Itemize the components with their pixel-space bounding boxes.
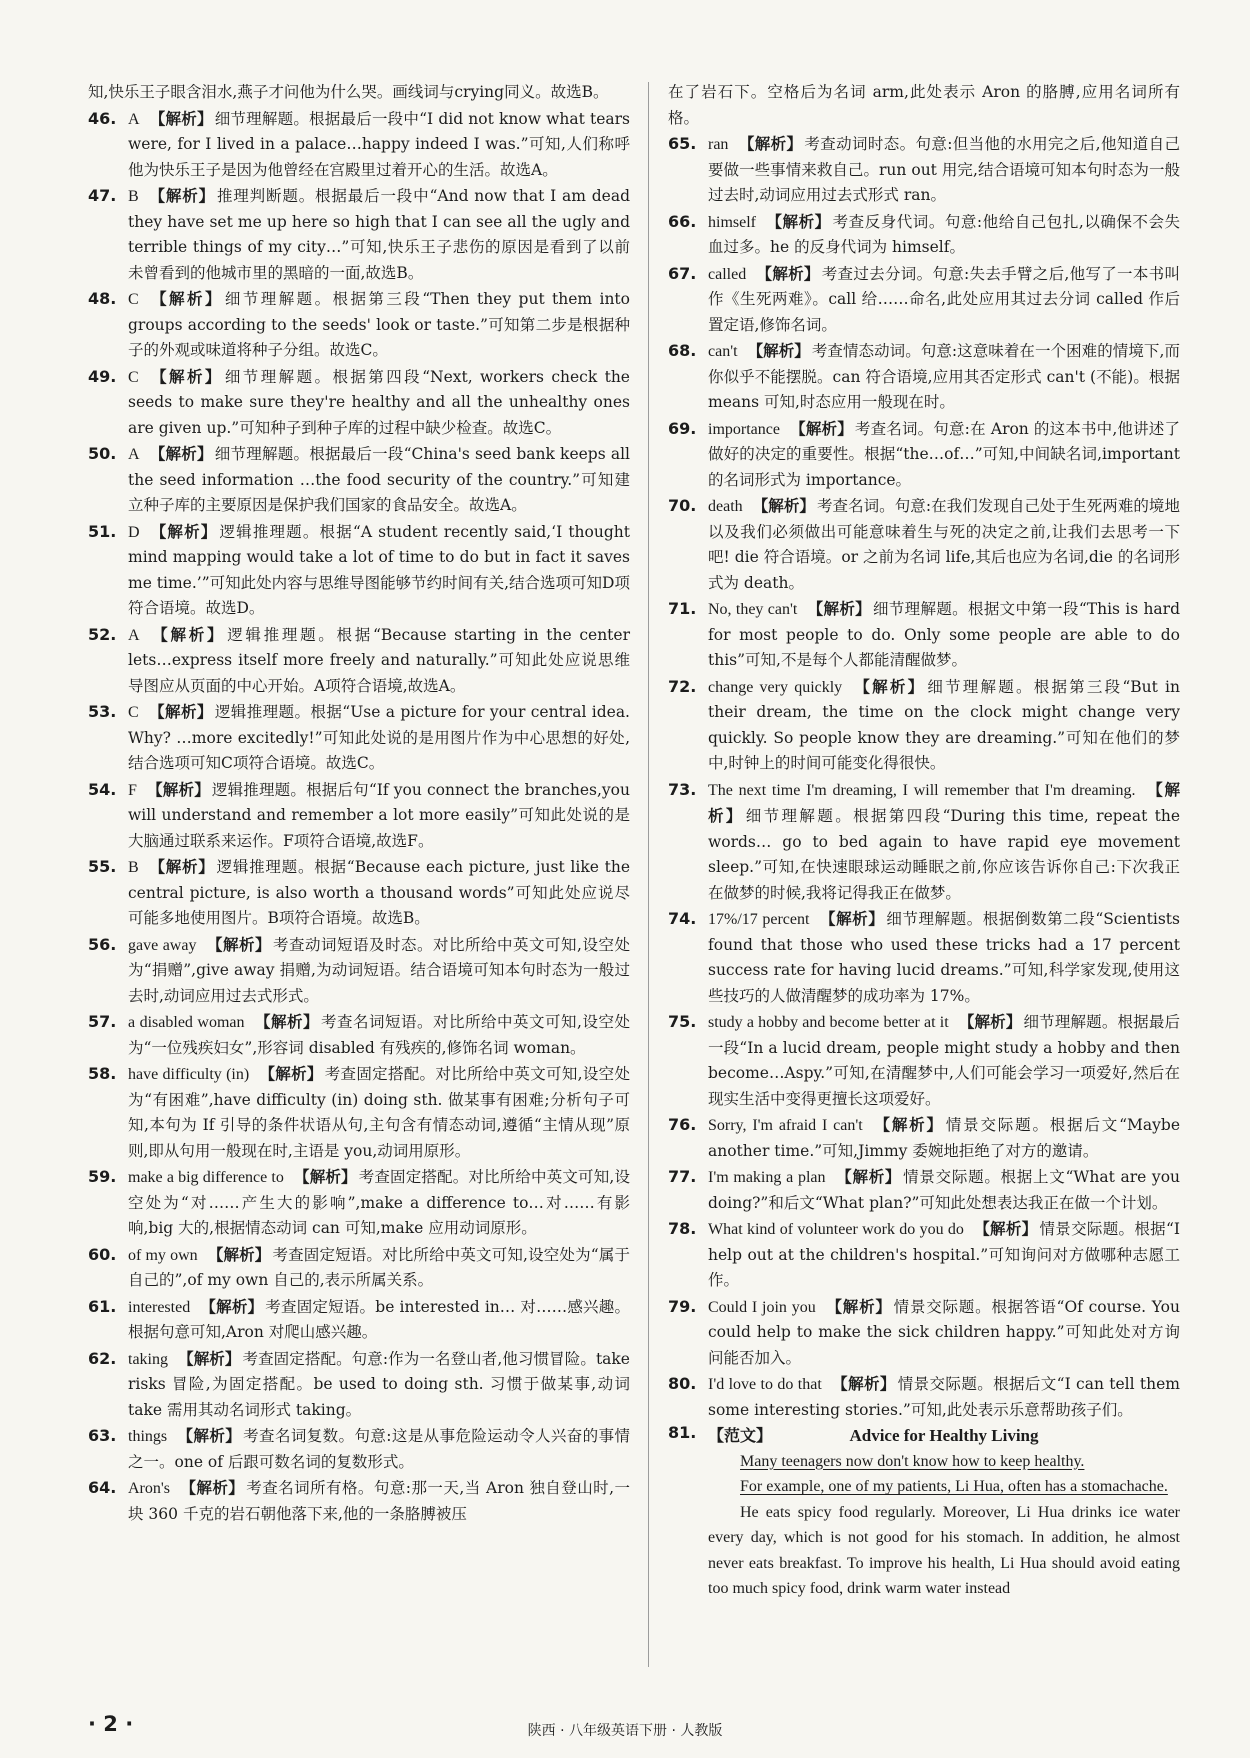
answer-item [668, 416, 1180, 494]
answer-item [88, 519, 630, 622]
analysis-text: 细节理解题。根据第四段“During this time, repeat the words… go to bed again to have rapid eye movement sleep.”可知,在快速眼球运动睡眠之前,你应该告诉你自己:下次我正在做梦的时候,我将记得我正在做梦。 [708, 807, 1180, 902]
analysis-text: 逻辑推理题。根据“Because each picture, just like the central picture, is also worth a thousand words”可知此处应说尽可能多地使用图片。B项符合语境。故选B。 [128, 858, 630, 927]
item-number: 49. [88, 366, 117, 386]
analysis-tag: 【解析】 [747, 341, 810, 360]
item-number: 59. [88, 1167, 117, 1186]
analysis-tag: 【解析】 [259, 1064, 323, 1083]
analysis-tag: 【解析】 [180, 1478, 245, 1497]
analysis-tag: 【解析】 [852, 676, 926, 696]
answer-item [668, 131, 1180, 209]
analysis-tag: 【解析】 [178, 1348, 241, 1368]
analysis-tag: 【解析】 [807, 599, 871, 618]
answer-item [88, 441, 630, 519]
answer-item [668, 1216, 1180, 1294]
essay-underlined-2 [708, 1474, 1180, 1500]
item-number: 57. [88, 1012, 117, 1031]
analysis-text: 逻辑推理题。根据后句“If you connect the branches,you will understand and remember a lot more easily”可知此处说的是大脑通过联系来运作。F项符合语境,故选F。 [128, 780, 630, 850]
item-number: 46. [88, 108, 117, 128]
analysis-text: 考查名词。句意:在 Aron 的这本书中,他讲述了做好的决定的重要性。根据“the…of…”可知,中间缺名词,important 的名词形式为 importance。 [708, 419, 1180, 489]
item-answer: death [708, 498, 743, 515]
answer-item [88, 699, 630, 777]
item-number: 73. [668, 779, 697, 799]
item-number: 48. [88, 289, 117, 308]
answer-item [88, 854, 630, 932]
analysis-text: 逻辑推理题。根据“Use a picture for your central idea. Why? …more excitedly!”可知此处说的是用图片作为中心思想的好处,结合选项可知C项符合语境。故选C。 [128, 703, 630, 772]
item-number: 47. [88, 186, 117, 205]
item-answer: F [128, 781, 137, 799]
footer-caption: 陕西 · 八年级英语下册 · 人教版 [527, 1723, 723, 1739]
analysis-tag: 【解析】 [148, 702, 213, 721]
essay-underlined-text-2: For example, one of my patients, Li Hua, often has a stomachache. [740, 1478, 1168, 1495]
analysis-text: 情景交际题。根据上文“What are you doing?”和后文“What plan?”可知此处想表达我正在做一个计划。 [708, 1168, 1181, 1212]
model-essay [668, 1423, 1180, 1602]
analysis-text: 情景交际题。根据“I help out at the children's hospital.”可知询问对方做哪种志愿工作。 [708, 1220, 1180, 1289]
analysis-tag: 【解析】 [738, 134, 803, 153]
item-number: 68. [668, 341, 697, 360]
item-answer: A [128, 626, 140, 644]
answer-item [88, 932, 630, 1010]
answer-item [668, 209, 1180, 261]
analysis-tag: 【解析】 [293, 1167, 357, 1186]
item-number: 61. [88, 1296, 117, 1316]
analysis-tag: 【解析】 [973, 1219, 1038, 1238]
analysis-tag: 【解析】 [872, 1115, 944, 1134]
item-number: 77. [668, 1167, 697, 1186]
item-answer: have difficulty (in) [128, 1066, 250, 1083]
answer-item [668, 1371, 1180, 1423]
answer-item [88, 183, 630, 286]
item-answer: The next time I'm dreaming, I will remember that I'm dreaming. [708, 781, 1136, 799]
item-answer: C [128, 704, 139, 721]
answer-item [88, 1164, 630, 1242]
analysis-tag: 【解析】 [254, 1012, 320, 1031]
item-number: 70. [668, 496, 697, 515]
item-number: 63. [88, 1426, 117, 1445]
analysis-text: 情景交际题。根据答语“Of course. You could help to make the sick children happy.”可知此处对方询问能否加入。 [708, 1297, 1180, 1367]
item-answer: called [708, 265, 747, 283]
analysis-tag: 【解析】 [148, 186, 215, 205]
answer-item [88, 286, 630, 364]
right-intro: 在了岩石下。空格后为名词 arm,此处表示 Aron 的胳膊,应用名词所有格。 [668, 83, 1180, 127]
answer-item [668, 1164, 1180, 1216]
item-number: 53. [88, 702, 117, 721]
answer-item [668, 1294, 1180, 1372]
answer-item [668, 906, 1180, 1009]
item-number: 80. [668, 1374, 697, 1393]
item-number: 58. [88, 1064, 117, 1083]
analysis-tag: 【解析】 [752, 496, 815, 515]
analysis-text: 考查名词短语。对比所给中英文可知,设空处为“一位残疾妇女”,形容词 disabled 有残疾的,修饰名词 woman。 [128, 1013, 630, 1057]
answer-item [88, 777, 630, 855]
analysis-text: 考查固定搭配。句意:作为一名登山者,他习惯冒险。take risks 冒险,为固定搭配。be used to doing sth. 习惯于做某事,动词 take 需用其动名词形式 taking。 [128, 1349, 630, 1419]
analysis-text: 细节理解题。根据最后一段中“I did not know what tears were, for I lived in a palace…happy indeed I was.”可知,人们称呼他为快乐王子是因为他曾经在宫殿里过着开心的生活。故选A。 [128, 109, 630, 179]
analysis-tag: 【解析】 [835, 1167, 902, 1186]
analysis-text: 考查反身代词。句意:他给自己包扎,以确保不会失血过多。he 的反身代词为 himself。 [708, 212, 1180, 256]
item-answer: Could I join you [708, 1298, 816, 1316]
item-number: 52. [88, 624, 117, 644]
item-answer: No, they can't [708, 601, 798, 618]
item-answer: C [128, 368, 139, 386]
item-answer: I'd love to do that [708, 1376, 822, 1393]
item-number: 71. [668, 599, 697, 618]
analysis-tag: 【解析】 [149, 521, 218, 541]
essay-body: He eats spicy food regularly. Moreover, Li Hua drinks ice water every day, which is not good for his stomach. In addition, he almost never eats breakfast. To improve his health, Li Hua should avoid eating too much spicy food, drink warm water instead [708, 1503, 1180, 1597]
item-answer: interested [128, 1298, 191, 1316]
analysis-text: 细节理解题。根据最后一段“China's seed bank keeps all the seed information …the food security of the country.”可知建立种子库的主要原因是保护我们国家的食品安全。故选A。 [128, 445, 630, 514]
answer-item [668, 596, 1180, 674]
analysis-tag: 【解析】 [819, 909, 885, 928]
item-number: 50. [88, 444, 117, 463]
item-answer: Aron's [128, 1480, 170, 1497]
analysis-tag: 【解析】 [149, 624, 226, 644]
item-number: 56. [88, 934, 117, 954]
analysis-tag: 【解析】 [149, 108, 213, 128]
item-number: 67. [668, 263, 697, 283]
left-intro: 知,快乐王子眼含泪水,燕子才问他为什么哭。画线词与crying同义。故选B。 [88, 83, 609, 101]
item-number: 76. [668, 1115, 697, 1134]
analysis-text: 情景交际题。根据后文“I can tell them some interesting stories.”可知,此处表示乐意帮助孩子们。 [708, 1375, 1180, 1419]
item-answer: study a hobby and become better at it [708, 1014, 949, 1031]
item-answer: change very quickly [708, 678, 843, 696]
item-answer: a disabled woman [128, 1014, 245, 1031]
item-answer: of my own [128, 1246, 198, 1264]
answer-item [668, 777, 1180, 907]
analysis-tag: 【解析】 [148, 289, 223, 308]
analysis-text: 考查名词复数。句意:这是从事危险运动令人兴奋的事情之一。one of 后跟可数名词的复数形式。 [128, 1427, 630, 1471]
item-answer: himself [708, 213, 756, 231]
analysis-tag: 【解析】 [831, 1374, 896, 1393]
analysis-text: 细节理解题。根据最后一段“In a lucid dream, people might study a hobby and then become…Aspy.”可知,在清醒梦中,人们可能会学习一项爱好,然后在现实生活中变得更擅长这项爱好。 [708, 1013, 1180, 1108]
analysis-text: 细节理解题。根据第三段“But in their dream, the time on the clock might change very quickly. So people know they are dreaming.”可知在他们的梦中,时钟上的时间可能变化得很快。 [708, 677, 1180, 772]
item-number: 51. [88, 521, 117, 541]
answer-item [88, 1423, 630, 1475]
analysis-tag: 【解析】 [148, 857, 215, 876]
analysis-tag: 【解析】 [958, 1012, 1022, 1031]
item-answer: A [128, 110, 140, 128]
item-answer: importance [708, 420, 780, 438]
item-answer: A [128, 446, 140, 463]
analysis-text: 细节理解题。根据第三段“Then they put them into groups according to the seeds' look or taste.”可知第二步是根据种子的外观或味道将种子分组。故选C。 [128, 290, 630, 359]
analysis-tag: 【解析】 [148, 366, 223, 386]
analysis-text: 考查固定短语。be interested in… 对……感兴趣。根据句意可知,Aron 对爬山感兴趣。 [128, 1297, 630, 1341]
item-number: 55. [88, 857, 117, 876]
essay-underlined-1 [708, 1449, 1180, 1475]
analysis-tag: 【解析】 [200, 1296, 264, 1316]
item-answer: gave away [128, 936, 197, 954]
item-answer: ran [708, 136, 729, 153]
answer-item [668, 1009, 1180, 1112]
item-answer: Sorry, I'm afraid I can't [708, 1117, 863, 1134]
answer-item [88, 106, 630, 184]
essay-number: 81. [668, 1423, 697, 1442]
item-answer: What kind of volunteer work do you do [708, 1221, 964, 1238]
item-number: 54. [88, 779, 117, 799]
item-number: 75. [668, 1012, 697, 1031]
item-number: 60. [88, 1244, 117, 1264]
right-answer-list [668, 131, 1180, 1423]
item-number: 79. [668, 1296, 697, 1316]
analysis-text: 逻辑推理题。根据“A student recently said,‘I thought mind mapping would take a lot of time to do but in fact it saves me time.’”可知此处内容与思维导图能够节约时间有关,结合选项可知D项符合语境。故选D。 [128, 522, 630, 617]
item-answer: D [128, 523, 140, 541]
answer-item [88, 1346, 630, 1424]
analysis-text: 考查动词短语及时态。对比所给中英文可知,设空处为“捐赠”,give away 捐赠,为动词短语。结合语境可知本句时态为一般过去时,动词应用过去式形式。 [128, 935, 630, 1005]
analysis-text: 考查固定搭配。对比所给中英文可知,设空处为“对……产生大的影响”,make a difference to…对……有影响,big 大的,根据情态动词 can 可知,make 应用动词原形。 [128, 1168, 630, 1237]
analysis-tag: 【解析】 [207, 1244, 271, 1264]
item-answer: things [128, 1428, 168, 1445]
item-number: 78. [668, 1219, 697, 1238]
analysis-text: 考查名词所有格。句意:那一天,当 Aron 独自登山时,一块 360 千克的岩石朝他落下来,他的一条胳膊被压 [128, 1479, 630, 1523]
answer-item [88, 1009, 630, 1061]
analysis-text: 情景交际题。根据后文“Maybe another time.”可知,Jimmy 委婉地拒绝了对方的邀请。 [708, 1116, 1180, 1160]
answer-item [88, 1294, 630, 1346]
answer-item [668, 1112, 1180, 1164]
analysis-text: 细节理解题。根据倒数第二段“Scientists found that those who used these tricks had a 17 percent success rate for having lucid dreams.”可知,科学家发现,使用这些技巧的人做清醒梦的成功率为 17%。 [708, 910, 1180, 1005]
column-divider [648, 82, 649, 1667]
analysis-tag: 【解析】 [708, 779, 1180, 825]
answer-item [88, 622, 630, 700]
essay-title: Advice for Healthy Living [849, 1426, 1039, 1445]
analysis-text: 考查过去分词。句意:失去手臂之后,他写了一本书叫作《生死两难》。call 给……命名,此处应用其过去分词 called 作后置定语,修饰名词。 [708, 264, 1180, 334]
analysis-tag: 【解析】 [756, 263, 820, 283]
item-answer: B [128, 859, 139, 876]
analysis-text: 考查名词。句意:在我们发现自己处于生死两难的境地以及我们必须做出可能意味着生与死的决定之前,让我们去思考一下吧! die 符合语境。or 之前为名词 life,其后也应为名词,die 的名词形式为 death。 [708, 497, 1180, 592]
item-number: 72. [668, 676, 697, 696]
answer-item [668, 261, 1180, 339]
answer-item [88, 1242, 630, 1294]
analysis-tag: 【解析】 [789, 418, 853, 438]
analysis-text: 逻辑推理题。根据“Because starting in the center lets…express itself more freely and naturally.”可知此处应说思维导图应从页面的中心开始。A项符合语境,故选A。 [128, 625, 630, 695]
analysis-text: 推理判断题。根据最后一段中“And now that I am dead they have set me up here so high that I can see all the ugly and terrible things of my city…”可知,快乐王子悲伤的原因是看到了以前未曾看到的他城市里的黑暗的一面,故选B。 [128, 187, 630, 282]
analysis-tag: 【解析】 [825, 1296, 892, 1316]
answer-item [668, 674, 1180, 777]
analysis-tag: 【解析】 [766, 211, 831, 231]
essay-underlined-text-1: Many teenagers now don't know how to keep healthy. [740, 1452, 1085, 1470]
analysis-text: 考查固定搭配。对比所给中英文可知,设空处为“有困难”,have difficulty (in) doing sth. 做某事有困难;分析句子可知,本句为 If 引导的条件状语从句,主句含有情态动词,遵循“主情从现”原则,即从句用一般现在时,主语是 you,动词用原形。 [128, 1065, 630, 1160]
analysis-text: 考查固定短语。对比所给中英文可知,设空处为“属于自己的”,of my own 自己的,表示所属关系。 [128, 1245, 630, 1289]
answer-item [668, 493, 1180, 596]
item-number: 69. [668, 418, 697, 438]
page-number: · 2 · [88, 1712, 134, 1736]
analysis-text: 考查情态动词。句意:这意味着在一个困难的情境下,而你似乎不能摆脱。can 符合语境,应用其否定形式 can't (不能)。根据 means 可知,时态应用一般现在时。 [708, 342, 1180, 411]
item-answer: C [128, 291, 139, 308]
right-column [668, 80, 1180, 1602]
analysis-text: 考查动词时态。句意:但当他的水用完之后,他知道自己要做一些事情来救自己。run out 用完,结合语境可知本句时态为一般过去时,动词应用过去式形式 ran。 [708, 135, 1180, 204]
item-number: 65. [668, 134, 697, 153]
item-answer: make a big difference to [128, 1169, 284, 1186]
item-answer: can't [708, 343, 738, 360]
answer-item [88, 1475, 630, 1527]
analysis-tag: 【解析】 [149, 444, 213, 463]
answer-item [88, 364, 630, 442]
item-answer: I'm making a plan [708, 1169, 826, 1186]
item-answer: 17%/17 percent [708, 911, 810, 928]
analysis-text: 细节理解题。根据第四段“Next, workers check the seeds to make sure they're healthy and all the unhealthy ones are given up.”可知种子到种子库的过程中缺少检查。故选C。 [128, 367, 630, 437]
item-number: 64. [88, 1478, 117, 1497]
essay-tag: 【范文】 [708, 1426, 773, 1445]
answer-item [668, 338, 1180, 416]
analysis-tag: 【解析】 [206, 934, 271, 954]
left-column [88, 80, 630, 1527]
answer-item [88, 1061, 630, 1164]
item-number: 62. [88, 1348, 117, 1368]
analysis-tag: 【解析】 [146, 779, 210, 799]
analysis-text: 细节理解题。根据文中第一段“This is hard for most people to do. Only some people are able to do this”可知,不是每个人都能清醒做梦。 [708, 600, 1180, 669]
item-answer: taking [128, 1350, 168, 1368]
item-number: 74. [668, 909, 697, 928]
analysis-tag: 【解析】 [177, 1426, 242, 1445]
item-number: 66. [668, 211, 697, 231]
item-answer: B [128, 188, 139, 205]
left-answer-list [88, 106, 630, 1528]
